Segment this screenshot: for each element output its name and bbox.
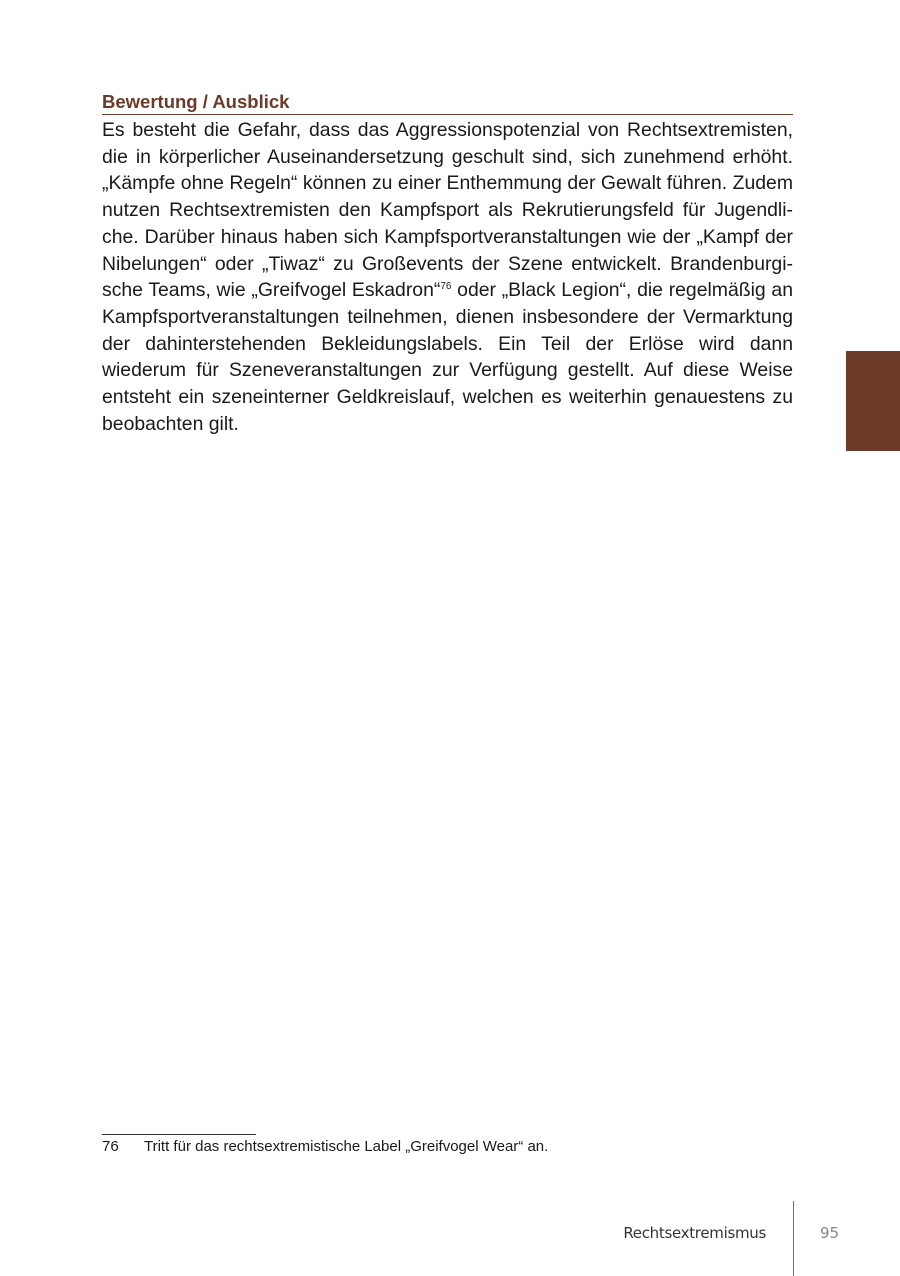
section-heading	[102, 90, 793, 115]
section-heading-text: Bewertung / Ausblick	[102, 91, 290, 112]
page-number: 95	[820, 1224, 840, 1242]
body-text-part-1: Es besteht die Gefahr, dass das Aggressionspotenzial von Rechtsextremisten, die in körperlicher Auseinandersetzung geschult sind, sich zunehmend erhöht. „Kämpfe ohne Regeln“ können zu einer Enthemmung der Gewalt führen. Zudem nutzen Rechtsextremisten den Kampfsport als Rekrutierungsfeld für Jugendliche. Darüber hinaus haben sich Kampfsportveranstaltungen wie der „Kampf der Nibelungen“ oder „Tiwaz“ zu Großevents der Szene entwickelt. Brandenburgische Teams, wie „Greifvogel Eskadron“	[102, 119, 793, 302]
footer-divider	[793, 1201, 794, 1276]
body-paragraph	[102, 117, 793, 437]
footnote-separator	[102, 1134, 256, 1135]
footnote-number: 76	[102, 1138, 119, 1155]
body-text-part-2: oder „Black Legion“, die regelmäßig an Kampfsportveranstaltungen teilnehmen, dienen insbesondere der Vermarktung der dahinterstehenden Bekleidungslabels. Ein Teil der Erlöse wird dann wiederum für Szeneveranstaltungen zur Verfügung gestellt. Auf diese Weise entsteht ein szeneinterner Geldkreislauf, welchen es weiterhin genauestens zu beobachten gilt.	[102, 279, 793, 435]
footnote-reference[interactable]: 76	[440, 281, 452, 293]
footnote-text: Tritt für das rechtsextremistische Label „Greifvogel Wear“ an.	[144, 1138, 549, 1155]
running-footer-title: Rechtsextremismus	[623, 1224, 766, 1242]
chapter-tab-marker	[846, 351, 900, 451]
footnote	[102, 1137, 793, 1157]
